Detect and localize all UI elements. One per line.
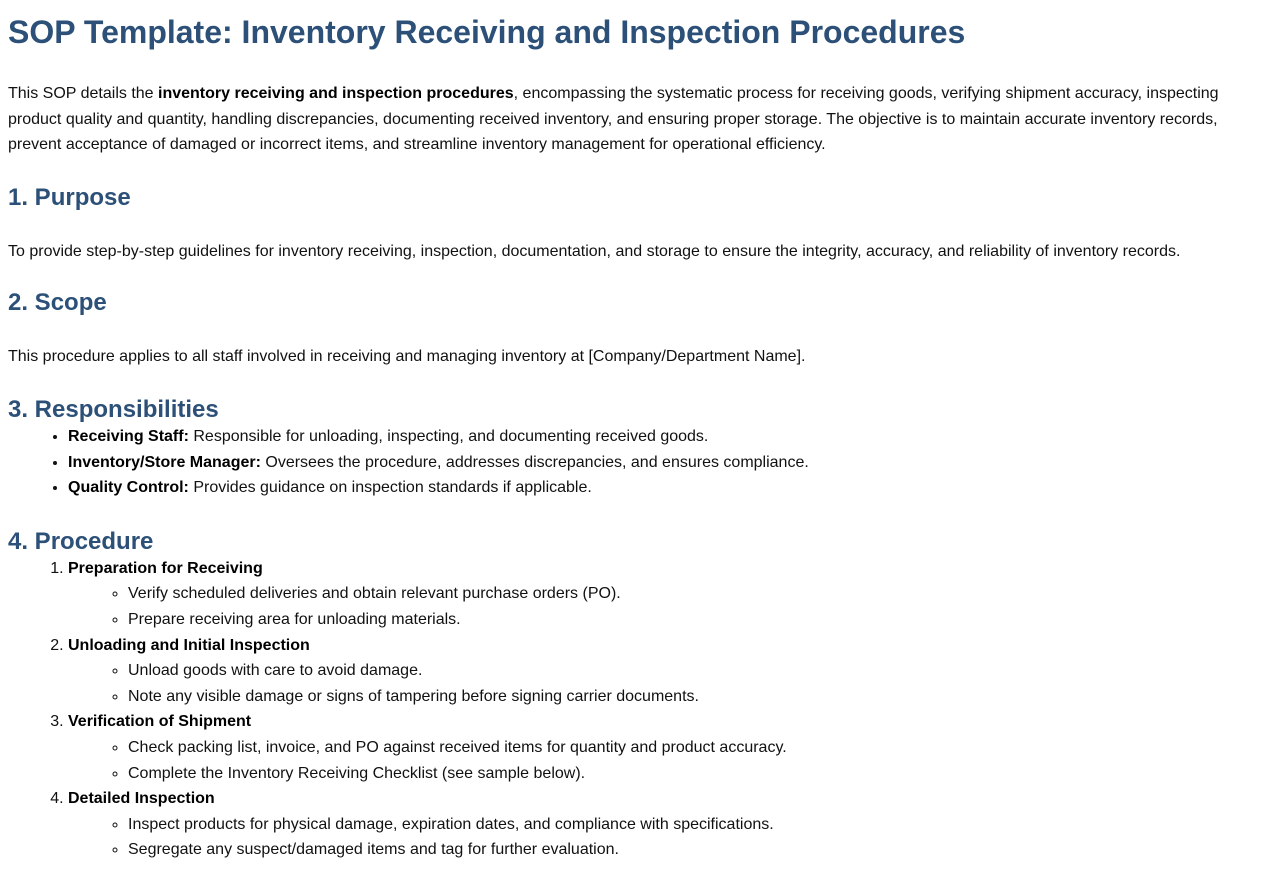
procedure-step-title: Verification of Shipment: [68, 713, 252, 731]
procedure-step: [68, 556, 1255, 633]
procedure-step-title: Preparation for Receiving: [68, 559, 263, 577]
procedure-step: [68, 633, 1255, 710]
procedure-substep: ◦ Inspect products for physical damage, expiration dates, and compliance with specifications.: [128, 812, 1255, 838]
procedure-substep: ◦ Complete the Inventory Receiving Checklist (see sample below).: [128, 761, 1255, 787]
intro-paragraph: [8, 81, 1255, 158]
document-page: [0, 14, 1263, 863]
responsibility-item: [68, 450, 1255, 476]
page-title: SOP Template: Inventory Receiving and Inspection Procedures: [8, 14, 966, 50]
intro-text-before: This SOP details the: [8, 85, 158, 102]
procedure-substep: ◦ Verify scheduled deliveries and obtain relevant purchase orders (PO).: [128, 581, 1255, 607]
responsibility-desc: Oversees the procedure, addresses discrepancies, and ensures compliance.: [260, 453, 809, 471]
responsibility-desc: Responsible for unloading, inspecting, and documenting received goods.: [188, 427, 709, 445]
procedure-substep: ◦ Note any visible damage or signs of tampering before signing carrier documents.: [128, 684, 1255, 710]
responsibility-desc: Provides guidance on inspection standards if applicable.: [188, 479, 592, 497]
procedure-substeps: [68, 658, 1255, 709]
intro-text-bold: inventory receiving and inspection procedures: [158, 85, 514, 102]
purpose-paragraph: To provide step-by-step guidelines for inventory receiving, inspection, documentation, and storage to ensure the integrity, accuracy, and reliability of inventory records.: [8, 242, 1181, 260]
procedure-substep: ◦ Segregate any suspect/damaged items and tag for further evaluation.: [128, 837, 1255, 863]
purpose-heading: 1. Purpose: [8, 183, 131, 211]
procedure-substep: ◦ Check packing list, invoice, and PO against received items for quantity and product accuracy.: [128, 735, 1255, 761]
procedure-substep: ◦ Unload goods with care to avoid damage.: [128, 658, 1255, 684]
procedure-substeps: [68, 812, 1255, 863]
procedure-steps-list: [8, 556, 1255, 863]
responsibility-item: [68, 424, 1255, 450]
procedure-heading: 4. Procedure: [8, 527, 154, 555]
responsibility-role: Receiving Staff:: [68, 427, 189, 445]
procedure-substeps: [68, 581, 1255, 632]
procedure-step: [68, 709, 1255, 786]
scope-heading: 2. Scope: [8, 289, 107, 317]
scope-paragraph: This procedure applies to all staff involved in receiving and managing inventory at [Company/Department Name].: [8, 348, 806, 366]
procedure-step-title: Unloading and Initial Inspection: [68, 636, 310, 654]
responsibilities-list: [8, 424, 1255, 501]
procedure-substeps: [68, 735, 1255, 786]
responsibility-role: Quality Control:: [68, 479, 189, 497]
procedure-substep: ◦ Prepare receiving area for unloading materials.: [128, 607, 1255, 633]
responsibilities-heading: 3. Responsibilities: [8, 395, 219, 423]
intro-text-after: , encompassing the systematic process for receiving goods, verifying shipment accuracy, inspecting product quality and quantity, handling discrepancies, documenting received inventory, and ensuring proper storage. The objective is to maintain accurate inventory records, prevent acceptance of damaged or incorrect items, and streamline inventory management for operational efficiency.: [8, 85, 1219, 154]
procedure-step-title: Detailed Inspection: [68, 790, 215, 808]
responsibility-role: Inventory/Store Manager:: [68, 453, 261, 471]
procedure-step: [68, 786, 1255, 863]
responsibility-item: [68, 475, 1255, 501]
